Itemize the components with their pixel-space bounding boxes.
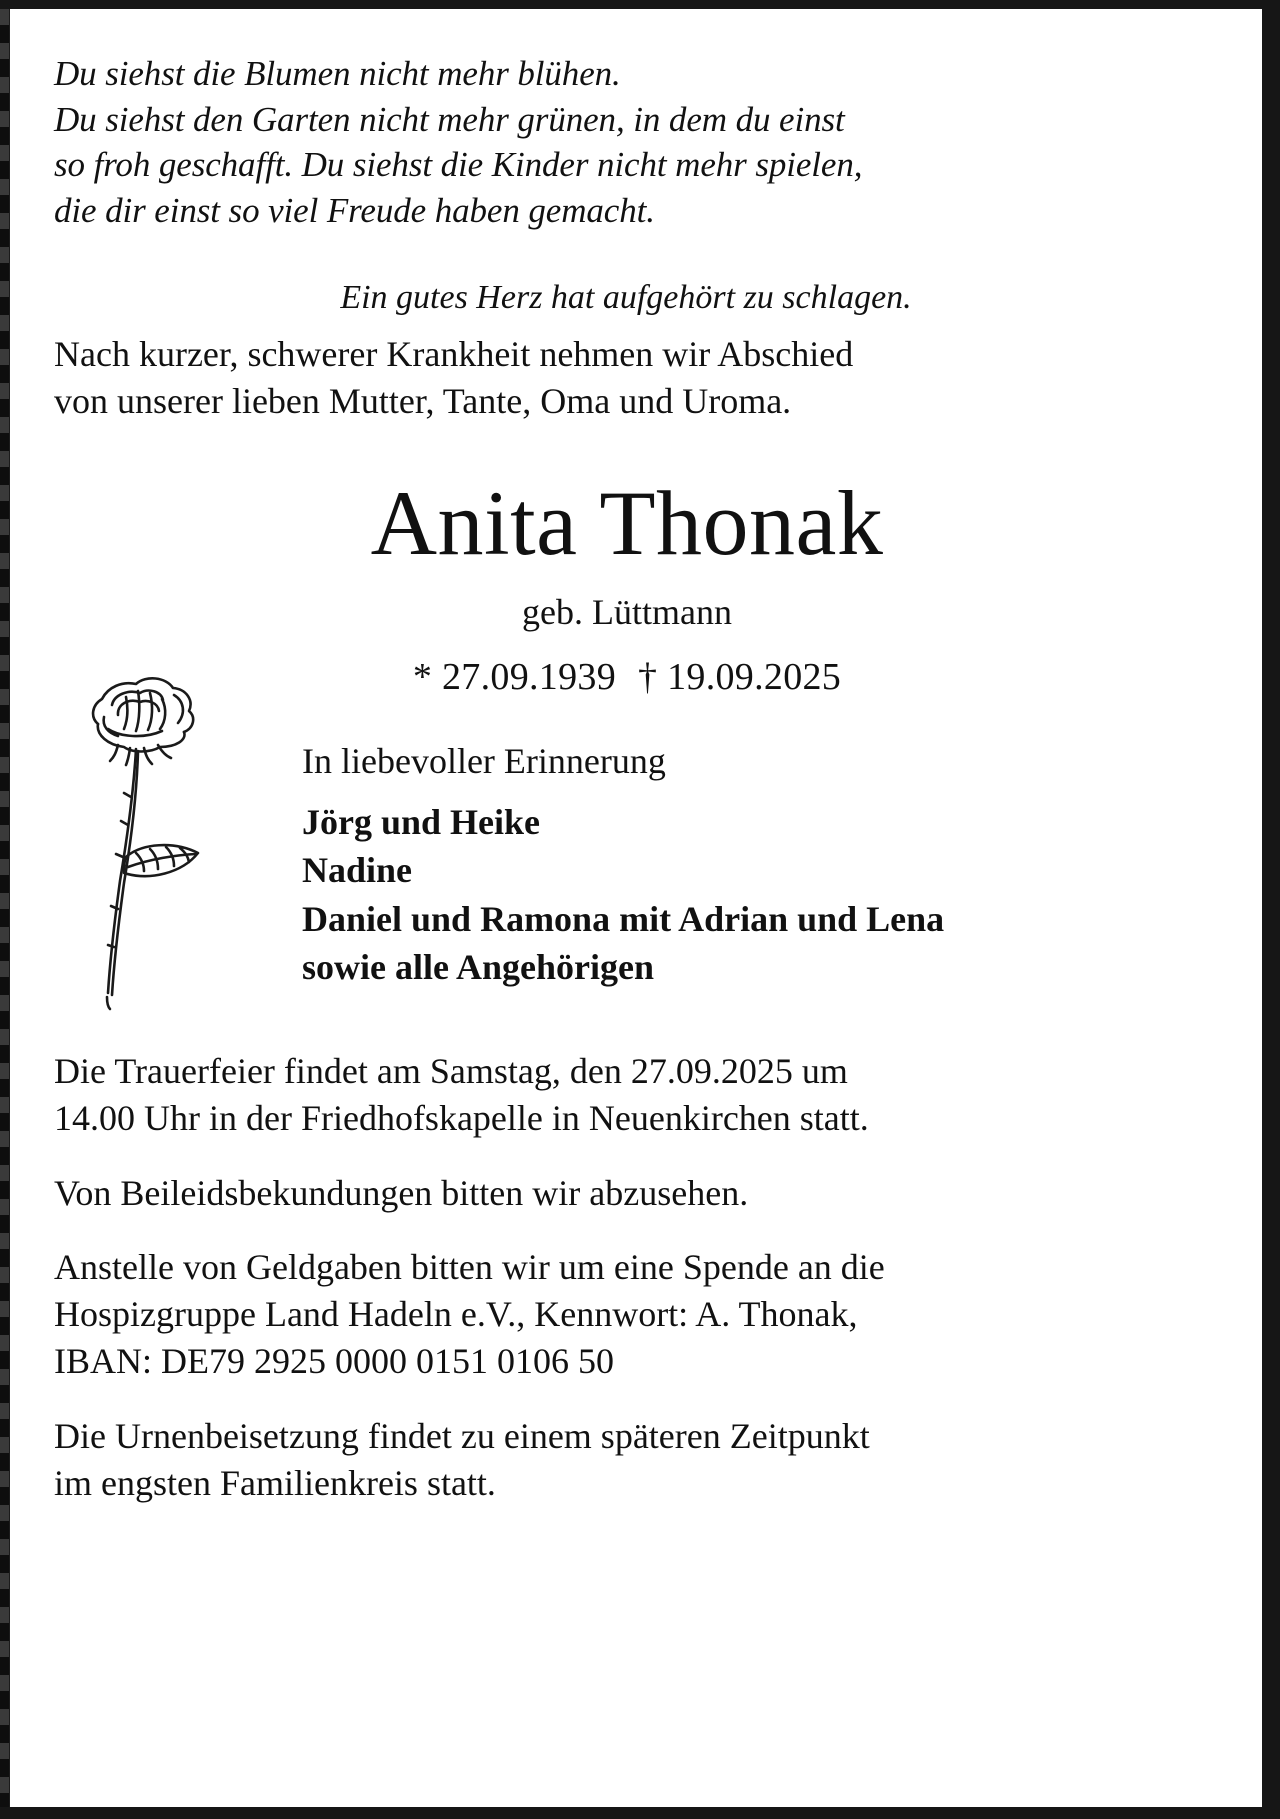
detail-line: Hospizgruppe Land Hadeln e.V., Kennwort: A. Thonak, — [54, 1294, 858, 1335]
detail-line: Die Trauerfeier findet am Samstag, den 27.09.2025 um — [54, 1050, 848, 1091]
service-details — [54, 1048, 1218, 1506]
maiden-name: geb. Lüttmann — [522, 591, 732, 632]
donation-paragraph — [54, 1244, 1218, 1384]
memorial-verse — [54, 51, 1218, 233]
funeral-service-paragraph — [54, 1048, 1218, 1142]
detail-line: Von Beileidsbekundungen bitten wir abzusehen. — [54, 1172, 749, 1213]
iban-line: IBAN: DE79 2925 0000 0151 0106 50 — [54, 1340, 614, 1381]
memorial-lead: In liebevoller Erinnerung — [302, 740, 666, 781]
verse-line: Du siehst die Blumen nicht mehr blühen. — [54, 54, 621, 93]
obituary-notice — [10, 9, 1262, 1807]
memorial-block — [54, 739, 1218, 992]
death-date: † 19.09.2025 — [638, 655, 842, 698]
family-line: sowie alle Angehörigen — [302, 947, 654, 988]
family-names — [302, 798, 1218, 992]
life-dates — [54, 655, 1200, 699]
intro-line: von unserer lieben Mutter, Tante, Oma und Uroma. — [54, 380, 792, 421]
birth-date: * 27.09.1939 — [412, 655, 616, 698]
detail-line: im engsten Familienkreis statt. — [54, 1462, 496, 1503]
scan-border-bottom — [0, 1807, 1280, 1819]
detail-line: Die Urnenbeisetzung findet zu einem späteren Zeitpunkt — [54, 1415, 870, 1456]
detail-line: Anstelle von Geldgaben bitten wir um eine Spende an die — [54, 1247, 885, 1288]
verse-line: die dir einst so viel Freude haben gemacht. — [54, 190, 655, 230]
deceased-block — [54, 471, 1218, 699]
rose-illustration — [74, 657, 206, 1017]
family-line: Nadine — [302, 850, 413, 891]
announcement-intro — [54, 331, 1218, 425]
urn-burial-paragraph — [54, 1413, 1218, 1507]
verse-line: so froh geschafft. Du siehst die Kinder nicht mehr spielen, — [54, 145, 863, 184]
intro-line: Nach kurzer, schwerer Krankheit nehmen wir Abschied — [54, 334, 854, 374]
heart-epigraph: Ein gutes Herz hat aufgehört zu schlagen. — [340, 279, 912, 316]
scan-gutter-ticks — [0, 9, 9, 1807]
family-line: Jörg und Heike — [302, 801, 541, 842]
detail-line: 14.00 Uhr in der Friedhofskapelle in Neuenkirchen statt. — [54, 1097, 869, 1138]
family-line: Daniel und Ramona mit Adrian und Lena — [302, 898, 945, 939]
scan-border-top — [0, 0, 1280, 9]
deceased-name: Anita Thonak — [370, 471, 884, 574]
verse-line: Du siehst den Garten nicht mehr grünen, in dem du einst — [54, 99, 845, 139]
scan-border-right — [1262, 0, 1280, 1819]
condolences-paragraph — [54, 1170, 1218, 1217]
